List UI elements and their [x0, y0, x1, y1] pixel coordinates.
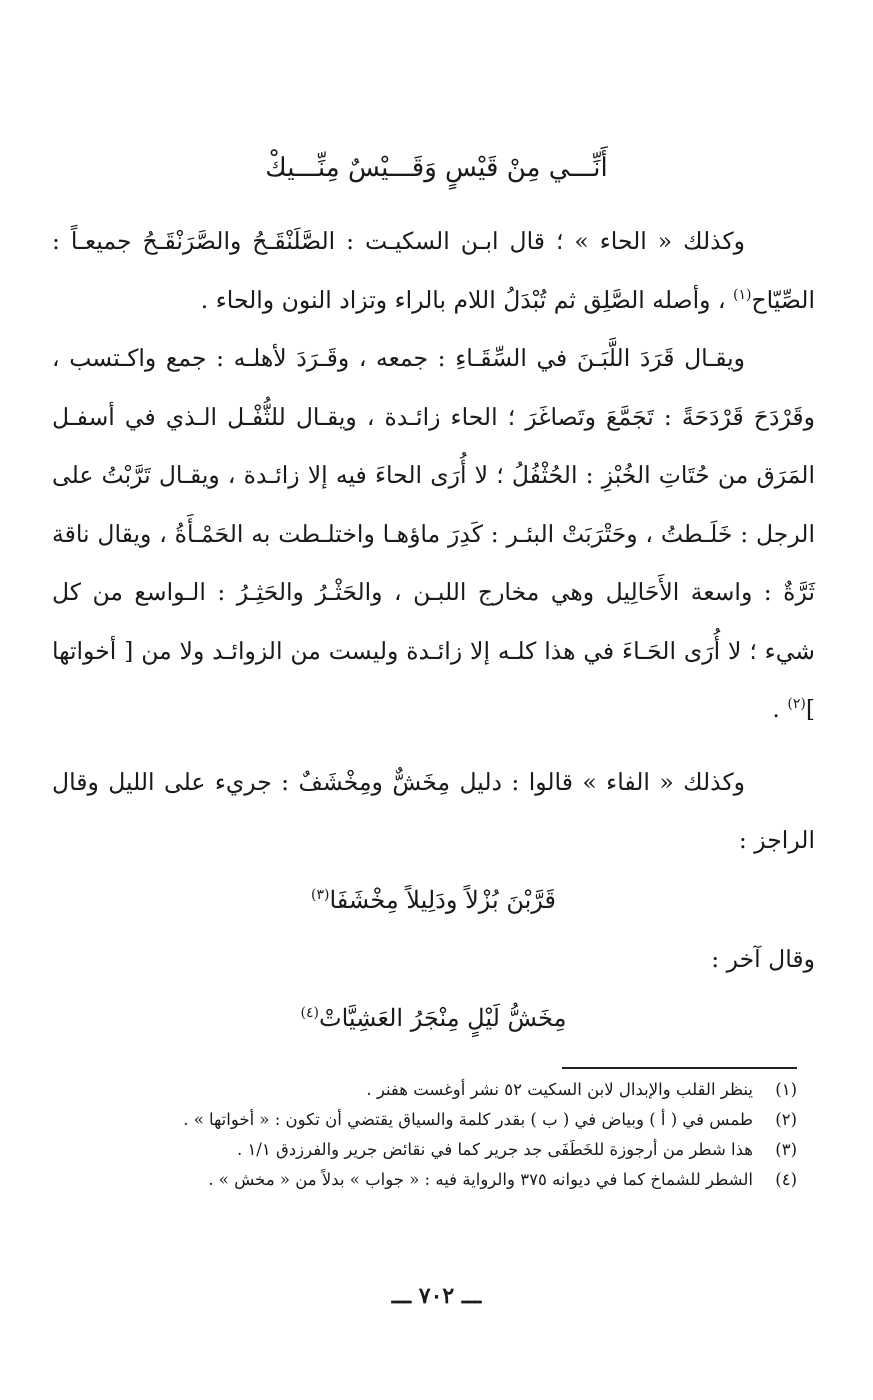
verse-shammakh: مِخَشُّ لَيْلٍ مِنْجَرُ العَشِيَّاتْ$^{(٤)}$	[300, 1004, 567, 1032]
footnote-text: طمس في ( أ ) وبياض في ( ب ) بقدر كلمة والسياق يقتضي أن تكون : « أخواتها » .	[183, 1110, 753, 1129]
paragraph-fa: وكذلك « الفاء » قالوا : دليل مِخَشٌّ ومِخْشَفٌ : جريء على الليل وقال الراجز :	[52, 767, 815, 854]
paragraph-qarada: ويقـال قَرَدَ اللَّبَـنَ في السِّقَـاءِ : جمعه ، وقَـرَدَ لأهلـه : جمع واكـتسب ، وقَرْدَحَ قَرْدَحَةً : تَجَمَّعَ وتَصاغَرَ ؛ الحاء زائـدة ، ويقـال للثُّفْـل الـذي في أسفـل المَرَق من حُتَاتِ الخُبْزِ : الحُثْفُلُ ؛ لا أُرَى الحاءَ فيه إلا زائـدة ، ويقـال تَرَّبْتُ على الرجل : خَلَـطتُ ، وحَتْرَبَتْ البئـر : كَدِرَ ماؤهـا واختلـطت به الحَمْـأَةُ ، ويقال ناقة ثَرَّةٌ : واسعة الأَحَالِيل وهي مخارج اللبـن ، والحَثْـرُ والحَثِـرُ : الـواسع من كل شيء ؛ لا أُرَى الحَـاءَ في هذا كلـه إلا زائـدة وليست من الزوائـد ولا من [ أخواتها ]$^{(٢)}$ .	[52, 344, 815, 723]
verse-line: أَنِّـــي مِنْ قَيْسٍ وَقَـــيْسٌ مِنِّـــيكْ	[265, 153, 608, 183]
footnote-ref-4: (٤)	[300, 1005, 319, 1021]
footnote-ref-1: (١)	[733, 286, 752, 303]
footnote-number: (١)	[775, 1080, 797, 1099]
footnote-ref-3: (٣)	[311, 886, 330, 903]
footnote-separator	[562, 1067, 797, 1069]
footnote-text: هذا شطر من أرجوزة للخَطَفَى جد جرير كما في نقائض جرير والفرزدق ١/١ .	[236, 1140, 753, 1159]
footnotes	[90, 1075, 797, 1195]
footnote-2	[90, 1105, 797, 1135]
paragraph-ha: وكذلك « الحاء » ؛ قال ابـن السكيـت : الصَّلَنْقَـحُ والصَّرَنْقَـحُ جميعـاً : الصِّيّاح$^{(١)}$ ، وأصله الصَّلِق ثم تُبْدَلُ اللام بالراء وتزاد النون والحاء .	[52, 227, 815, 314]
page-number: ـــ ٧٠٢ ـــ	[391, 1283, 482, 1309]
verse-rajaz: قَرَّبْنَ بُزْلاً ودَلِيلاً مِخْشَفَا$^{(٣)}$	[311, 885, 556, 914]
footnote-text: ينظر القلب والإبدال لابن السكيت ٥٢ نشر أوغست هفنر .	[366, 1080, 753, 1099]
footnote-4	[90, 1165, 797, 1195]
footnote-number: (٢)	[775, 1110, 797, 1129]
footnote-text: الشطر للشماخ كما في ديوانه ٣٧٥ والرواية فيه : « جواب » بدلاً من « مخش » .	[208, 1170, 753, 1189]
main-text	[52, 212, 815, 1048]
footnote-number: (٣)	[775, 1140, 797, 1159]
paragraph-qala-akhar: وقال آخر :	[711, 944, 815, 973]
footnote-ref-2: (٢)	[787, 696, 806, 713]
footnote-1	[90, 1075, 797, 1105]
footnote-3	[90, 1135, 797, 1165]
footnote-number: (٤)	[775, 1170, 797, 1189]
